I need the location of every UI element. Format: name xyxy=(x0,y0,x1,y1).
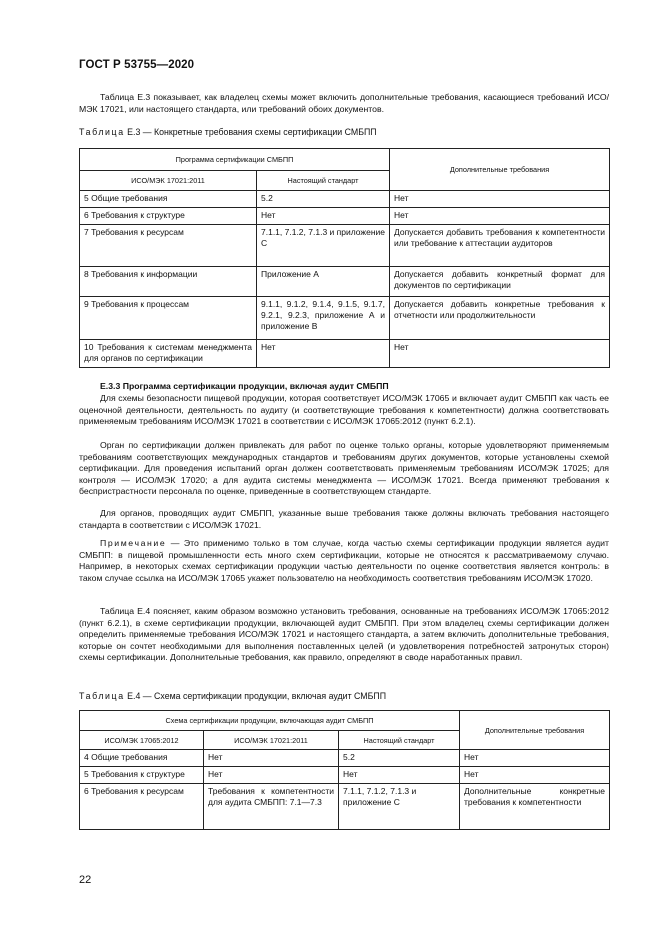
table-cell: 7 Требования к ресурсам xyxy=(80,225,257,267)
table-row xyxy=(80,267,610,297)
table-row xyxy=(80,208,610,225)
table-e3-col1-header: ИСО/МЭК 17021:2011 xyxy=(80,171,257,191)
table-row xyxy=(80,225,610,267)
table-cell: Нет xyxy=(204,767,339,784)
table-e3-caption-prefix: Таблица xyxy=(79,127,125,137)
table-cell: 5.2 xyxy=(339,750,460,767)
table-e3-col3-header: Дополнительные требования xyxy=(390,149,610,191)
table-cell: 9.1.1, 9.1.2, 9.1.4, 9.1.5, 9.1.7, 9.2.1, 9.2.3, приложение А и приложение В xyxy=(257,297,390,340)
table-e3-caption xyxy=(79,127,377,137)
table-row xyxy=(80,767,610,784)
table-cell: Приложение А xyxy=(257,267,390,297)
table-cell: 9 Требования к процессам xyxy=(80,297,257,340)
table-cell: Нет xyxy=(204,750,339,767)
table-e4 xyxy=(79,710,610,830)
table-cell: Нет xyxy=(390,191,610,208)
table-cell: Нет xyxy=(460,767,610,784)
note-paragraph xyxy=(79,538,609,584)
table-cell: Допускается добавить требования к компетентности или требование к аттестации аудиторов xyxy=(390,225,610,267)
table-cell: 6 Требования к ресурсам xyxy=(80,784,204,830)
table-e4-caption-prefix: Таблица xyxy=(79,691,125,701)
table-cell: 7.1.1, 7.1.2, 7.1.3 и приложение С xyxy=(257,225,390,267)
table-e4-col2-header: ИСО/МЭК 17021:2011 xyxy=(204,731,339,750)
table-cell: 6 Требования к структуре xyxy=(80,208,257,225)
table-e4-col1-header: ИСО/МЭК 17065:2012 xyxy=(80,731,204,750)
section-paragraph-3: Для органов, проводящих аудит СМБПП, указанные выше требования также должны включать требования настоящего стандарта в соответствии с ИСО/МЭК 17021. xyxy=(79,508,609,530)
table-cell: Нет xyxy=(339,767,460,784)
table-cell: Нет xyxy=(257,208,390,225)
table-e4-caption-text: Е.4 — Схема сертификации продукции, включая аудит СМБПП xyxy=(124,691,387,701)
table-e3-col2-header: Настоящий стандарт xyxy=(257,171,390,191)
note-label: Примечание xyxy=(100,538,167,548)
table-e4-col3-header: Настоящий стандарт xyxy=(339,731,460,750)
table-cell: 5.2 xyxy=(257,191,390,208)
table-row xyxy=(80,750,610,767)
table-cell: Допускается добавить конкретные требования к отчетности или продолжительности xyxy=(390,297,610,340)
section-paragraph-1: Для схемы безопасности пищевой продукции, которая соответствует ИСО/МЭК 17065 и включает аудит СМБПП как часть ее оценочной деятельности, деятельность по аудиту (и соответствующие требования к компетентности) должна соответствовать применяемым требованиям ИСО/МЭК 17021 в соответствии с ИСО/МЭК 17065:2012 (пункт 6.2.1). xyxy=(79,393,609,427)
page-header-title: ГОСТ Р 53755—2020 xyxy=(79,59,195,71)
table-e3-caption-text: Е.3 — Конкретные требования схемы сертификации СМБПП xyxy=(124,127,377,137)
section-paragraph-4: Таблица Е.4 поясняет, каким образом возможно установить требования, основанные на требованиях ИСО/МЭК 17065:2012 (пункт 6.2.1), в схеме сертификации продукции, включающей аудит СМБПП. При этом владелец схемы сертификации должен определить применяемые требования ИСО/МЭК 17021 и настоящего стандарта, а затем включить дополнительные требования, которые он сочтет необходимыми для выполнения поставленных целей (и удовлетворения потребностей затронутых сторон) схемы сертификации. Дополнительные требования, как правило, определяют в своде наработанных правил. xyxy=(79,606,609,663)
page-number: 22 xyxy=(79,874,92,886)
section-paragraph-2: Орган по сертификации должен привлекать для работ по оценке только органы, которые удовлетворяют применяемым требованиям соответствующих международных стандартов и требованиям других документов, которые установлены схемой сертификации. Для проведения испытаний орган должен соответствовать применяемым требованиям ИСО/МЭК 17025; для контроля — ИСО/МЭК 17020; а для аудита системы менеджмента — ИСО/МЭК 17021. Всегда применяют требования к беспристрастности персонала по оценке, приведенные в соответствующем стандарте. xyxy=(79,440,609,497)
table-e4-col4-header: Дополнительные требования xyxy=(460,711,610,750)
table-row xyxy=(80,340,610,368)
table-cell: 7.1.1, 7.1.2, 7.1.3 и приложение С xyxy=(339,784,460,830)
intro-paragraph: Таблица Е.3 показывает, как владелец схемы может включить дополнительные требования, касающиеся требований ИСО/МЭК 17021, или настоящего стандарта, или требований обоих документов. xyxy=(79,92,609,114)
table-row xyxy=(80,784,610,830)
table-cell: Нет xyxy=(390,208,610,225)
table-e4-group-header: Схема сертификации продукции, включающая аудит СМБПП xyxy=(80,711,460,731)
table-e3-group-header: Программа сертификации СМБПП xyxy=(80,149,390,171)
table-row xyxy=(80,297,610,340)
table-cell: 5 Общие требования xyxy=(80,191,257,208)
table-cell: Нет xyxy=(390,340,610,368)
table-cell: Допускается добавить конкретный формат для документов по сертификации xyxy=(390,267,610,297)
table-cell: Дополнительные конкретные требования к компетентности xyxy=(460,784,610,830)
table-cell: 4 Общие требования xyxy=(80,750,204,767)
table-cell: 10 Требования к системам менеджмента для органов по сертификации xyxy=(80,340,257,368)
table-row xyxy=(80,191,610,208)
table-e3 xyxy=(79,148,610,368)
table-cell: 5 Требования к структуре xyxy=(80,767,204,784)
table-cell: Нет xyxy=(257,340,390,368)
table-cell: 8 Требования к информации xyxy=(80,267,257,297)
table-cell: Требования к компетентности для аудита СМБПП: 7.1—7.3 xyxy=(204,784,339,830)
table-e4-caption xyxy=(79,691,386,701)
note-text: — Это применимо только в том случае, когда частью схемы сертификации продукции является аудит СМБПП: в пищевой промышленности есть много схем сертификации, которые не относятся к рассматриваемому случаю. Например, в некоторых схемах сертификации продукции частью деятельности по оценке соответствия является контроль: в таком случае ссылка на ИСО/МЭК 17065 укажет пользователю на необходимость соответствия требованиям ИСО/МЭК 17020. xyxy=(79,538,609,583)
table-cell: Нет xyxy=(460,750,610,767)
section-heading: Е.3.3 Программа сертификации продукции, включая аудит СМБПП xyxy=(100,381,389,391)
